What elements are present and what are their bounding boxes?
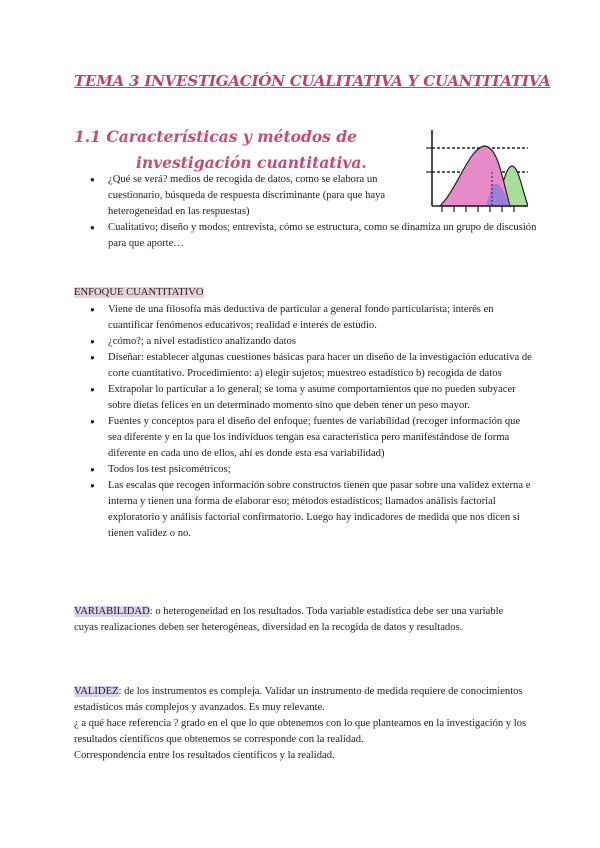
intro-bullet-list — [74, 172, 537, 252]
page-title: TEMA 3 INVESTIGACIÓN CUALITATIVA Y CUANTITATIVA — [74, 72, 551, 90]
validez-paragraph — [74, 684, 530, 764]
enfoque-heading-text: ENFOQUE CUANTITATIVO — [74, 287, 204, 298]
list-item: ● Todos los test psicométricos; — [74, 462, 534, 478]
enfoque-bullet-list — [74, 302, 534, 542]
subtitle-line-1: 1.1 Características y métodos de — [74, 127, 358, 146]
list-item: ● Diseñar: establecer algunas cuestiones básicas para hacer un diseño de la investigación educativa de corte cuantitativo. Procedimiento: a) elegir sujetos; muestreo estadístico b) recogida de datos — [74, 350, 534, 382]
section-subtitle — [74, 124, 367, 176]
list-item: ● Las escalas que recogen información sobre constructos tienen que pasar sobre una validez externa e interna y tienen una forma de elaborar eso; métodos estadísticos; llamados análisis factorial exploratorio y análisis factorial confirmatorio. Luego hay indicadores de medida que nos dicen si tienen validez o no. — [74, 478, 534, 542]
enfoque-heading — [74, 285, 204, 301]
validez-question: ¿ a qué hace referencia ? grado en el que lo que obtenemos con lo que planteamos en la investigación y los resultados científicos que obtenemos se corresponde con la realidad. — [74, 718, 527, 745]
list-item: ● Viene de una filosofía más deductiva de particular a general fondo particularista; interés en cuantificar fenómenos educativos; realidad e interés de estudio. — [74, 302, 534, 334]
variabilidad-paragraph — [74, 604, 530, 636]
validez-text: : de los instrumentos es compleja. Validar un instrumento de medida requiere de conocimientos estadísticos más complejos y avanzados. Es muy relevante. — [74, 686, 523, 713]
validez-correspondence: Correspondencia entre los resultados científicos y la realidad. — [74, 750, 335, 761]
variabilidad-text: : o heterogeneidad en los resultados. Toda variable estadística debe ser una variable cuyas realizaciones deben ser heterogéneas, diversidad en la recogida de datos y resultados. — [74, 606, 504, 633]
variabilidad-term: VARIABILIDAD — [74, 606, 150, 617]
list-item: ● Cualitativo; diseño y modos; entrevista, cómo se estructura, como se dinamiza un grupo de discusión para que aporte… — [74, 220, 548, 252]
list-item: ● Fuentes y conceptos para el diseño del enfoque; fuentes de variabilidad (recoger información que sea diferente y en la que los individuos tengan esa característica pero manifestándose de forma diferente en cada uno de ellos, ahí es donde esta esa variabilidad) — [74, 414, 534, 462]
validez-term: VALIDEZ — [74, 686, 119, 697]
subtitle-line-2: investigación cuantitativa. — [136, 153, 367, 172]
list-item: ● ¿cómo?; a nivel estadístico analizando datos — [74, 334, 534, 350]
list-item: ● Extrapolar lo particular a lo general; se toma y asume comportamientos que no pueden subyacer sobre dietas felices en un determinado momento sino que deben tener un peso mayor. — [74, 382, 534, 414]
list-item: ● ¿Qué se verá? medios de recogida de datos, como se elabora un cuestionario, búsqueda de respuesta discriminante (para que haya heterogeneidad en las respuestas) — [74, 172, 434, 220]
distribution-curves-illustration — [418, 128, 528, 214]
